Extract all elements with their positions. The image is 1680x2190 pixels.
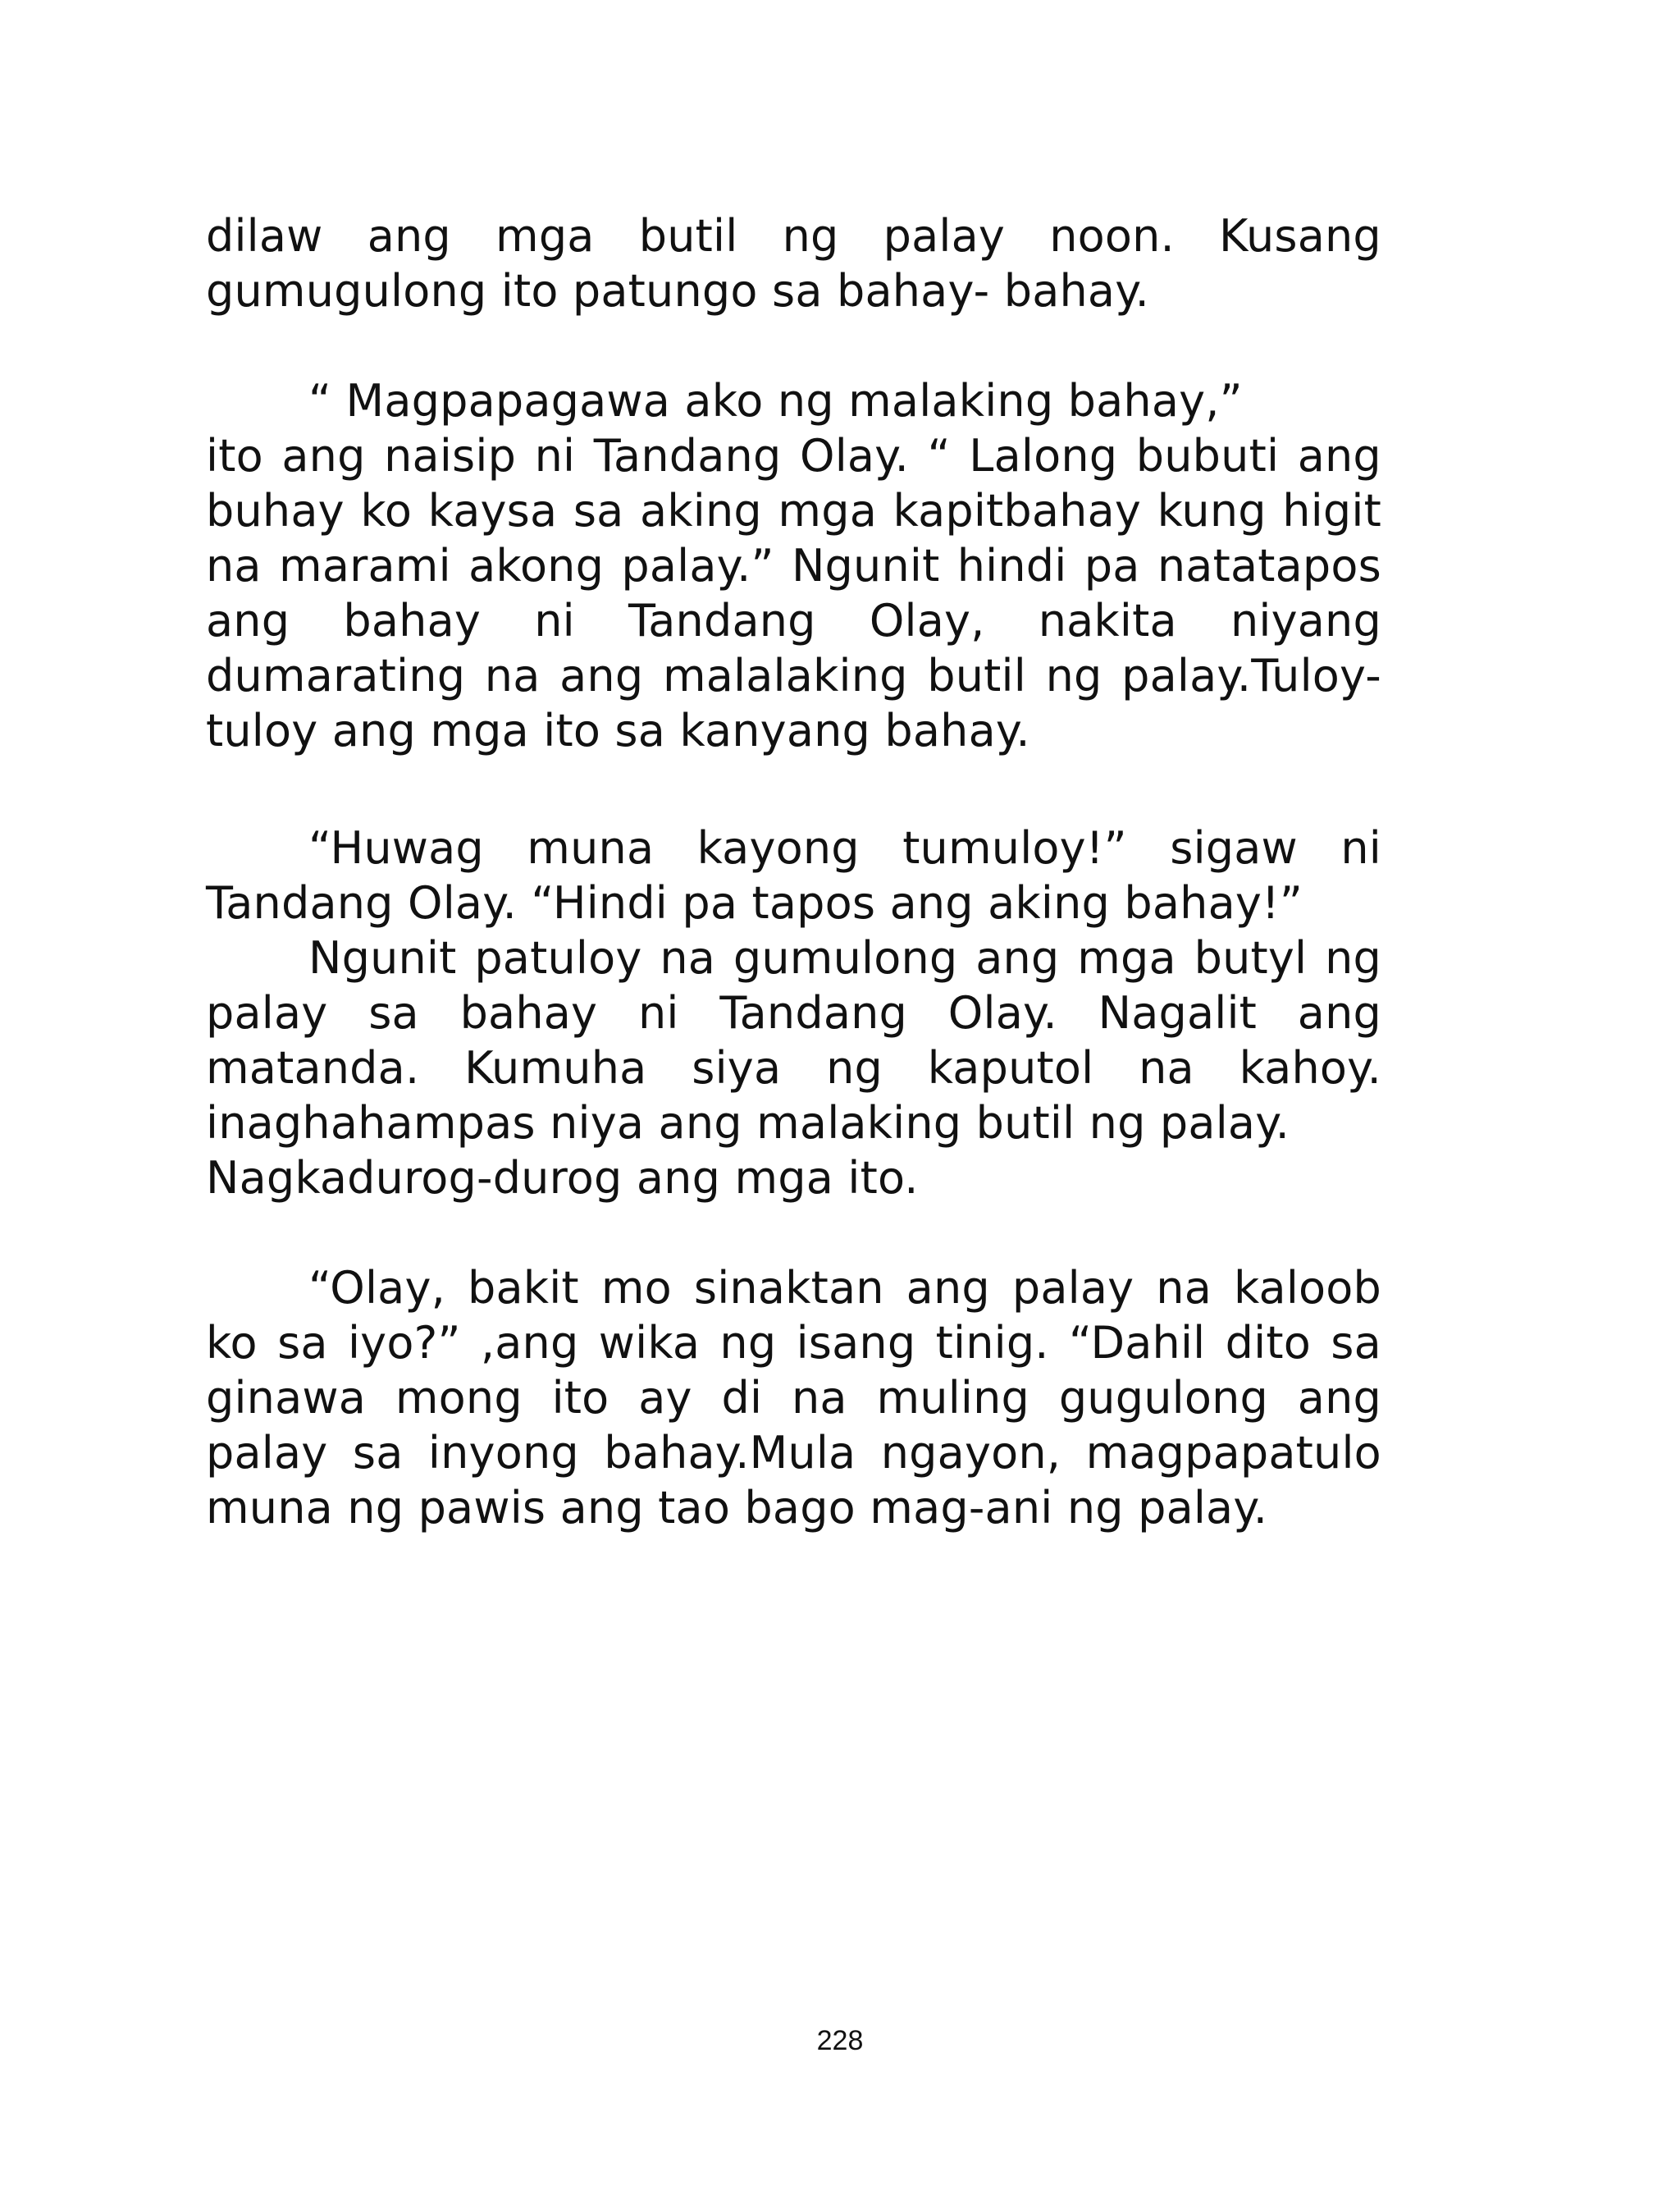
word: kayong (696, 822, 860, 874)
word: sa (368, 987, 419, 1039)
word: patuloy (474, 932, 642, 984)
word: malalaking (662, 650, 908, 702)
word: na (1156, 1262, 1212, 1314)
word: mga (778, 485, 877, 537)
text-line: Nagkadurog-durog ang mga ito. (206, 1152, 919, 1204)
text-line (206, 821, 1381, 876)
word: na (206, 540, 262, 592)
word: Kusang (1219, 210, 1381, 262)
word: kahoy. (1239, 1042, 1381, 1094)
word: sinaktan (693, 1262, 884, 1314)
text-line (206, 930, 1381, 985)
word: ang (206, 595, 290, 647)
word: Ngunit (308, 932, 457, 984)
word: bubuti (1135, 430, 1280, 482)
word: iyo?” (347, 1317, 461, 1369)
word: “ (927, 430, 951, 482)
word: tinig. (935, 1317, 1049, 1369)
word: sa (1331, 1317, 1381, 1369)
word: sa (573, 485, 624, 537)
word: ,ang (480, 1317, 579, 1369)
word: buhay (206, 485, 345, 537)
word: ng (719, 1317, 777, 1369)
word: na (1139, 1042, 1194, 1094)
word: ang (975, 932, 1060, 984)
word: marami (279, 540, 451, 592)
word: akong (468, 540, 605, 592)
word: bahay (459, 987, 598, 1039)
word: di (721, 1372, 763, 1424)
word: kaysa (427, 485, 558, 537)
word: Ngunit (791, 540, 940, 592)
word: Kumuha (464, 1042, 647, 1094)
word: ko (360, 485, 413, 537)
word: ang (1297, 1372, 1381, 1424)
word: palay (883, 210, 1006, 262)
text-line (206, 208, 1381, 263)
text-line (206, 1425, 1381, 1480)
word: sa (352, 1427, 404, 1479)
word: bahay (343, 595, 482, 647)
word: wika (598, 1317, 701, 1369)
word: gugulong (1058, 1372, 1268, 1424)
word: isang (796, 1317, 916, 1369)
word: Olay. (947, 987, 1057, 1039)
word: butil (927, 650, 1026, 702)
text-line: tuloy ang mga ito sa kanyang bahay. (206, 705, 1030, 757)
word: ko (206, 1317, 258, 1369)
word: matanda. (206, 1042, 420, 1094)
word: mong (395, 1372, 523, 1424)
word: kaputol (927, 1042, 1094, 1094)
word: dilaw (206, 210, 323, 262)
word: ngayon, (880, 1427, 1061, 1479)
word: Olay, (869, 595, 985, 647)
word: “Dahil (1068, 1317, 1206, 1369)
word: bahay.Mula (604, 1427, 856, 1479)
word: Tandang (719, 987, 908, 1039)
text-line (206, 593, 1381, 648)
word: ang (906, 1262, 990, 1314)
word: ang (1297, 430, 1381, 482)
word: ni (534, 430, 576, 482)
word: sigaw (1170, 822, 1298, 874)
text-line: muna ng pawis ang tao bago mag-ani ng palay. (206, 1482, 1268, 1534)
word: gumulong (733, 932, 958, 984)
word: na (660, 932, 716, 984)
word: siya (692, 1042, 782, 1094)
word: muna (527, 822, 655, 874)
word: Tandang (628, 595, 816, 647)
text-line (206, 1040, 1381, 1095)
word: dito (1225, 1317, 1311, 1369)
word: palay (206, 987, 328, 1039)
word: muling (876, 1372, 1030, 1424)
text-line (206, 1315, 1381, 1370)
word: butil (638, 210, 738, 262)
word: aking (640, 485, 762, 537)
word: na (484, 650, 541, 702)
word: butyl (1194, 932, 1308, 984)
word: ng (1045, 650, 1102, 702)
word: palay (1011, 1262, 1134, 1314)
word: Nagalit (1098, 987, 1258, 1039)
word: Tandang (593, 430, 782, 482)
word: hindi (956, 540, 1067, 592)
word: “Olay, (308, 1262, 445, 1314)
text-line (206, 538, 1381, 593)
word: palay (206, 1427, 328, 1479)
word: ng (1325, 932, 1381, 984)
word: palay.Tuloy- (1121, 650, 1381, 702)
word: higit (1282, 485, 1381, 537)
word: niyang (1230, 595, 1381, 647)
text-line: Tandang Olay. “Hindi pa tapos ang aking bahay!” (206, 877, 1303, 929)
word: ni (534, 595, 575, 647)
word: kaloob (1234, 1262, 1381, 1314)
word: tumuloy!” (902, 822, 1127, 874)
word: mga (495, 210, 595, 262)
word: ni (1340, 822, 1381, 874)
text-line: inaghahampas niya ang malaking butil ng palay. (206, 1097, 1290, 1149)
word: ginawa (206, 1372, 367, 1424)
word: ang (367, 210, 451, 262)
word: ang (281, 430, 366, 482)
paragraph-1 (206, 208, 1381, 318)
paragraph-3 (206, 821, 1381, 1205)
word: pa (1084, 540, 1140, 592)
word: ito (206, 430, 263, 482)
paragraph-4 (206, 1260, 1381, 1535)
word: “Huwag (308, 822, 484, 874)
paragraph-2 (206, 373, 1381, 758)
word: magpapatulo (1085, 1427, 1381, 1479)
word: palay.” (621, 540, 774, 592)
text-line (206, 985, 1381, 1040)
text-line (206, 483, 1381, 538)
word: ng (826, 1042, 883, 1094)
word: ni (637, 987, 679, 1039)
word: Lalong (969, 430, 1118, 482)
word: mga (1077, 932, 1176, 984)
word: na (791, 1372, 847, 1424)
word: kapitbahay (892, 485, 1142, 537)
text-line: gumugulong ito patungo sa bahay- bahay. (206, 265, 1150, 317)
word: ito (551, 1372, 609, 1424)
word: naisip (384, 430, 517, 482)
word: ng (782, 210, 839, 262)
word: ay (638, 1372, 692, 1424)
word: noon. (1049, 210, 1175, 262)
word: bakit (467, 1262, 579, 1314)
word: natatapos (1157, 540, 1381, 592)
text-line (206, 1260, 1381, 1315)
word: inyong (427, 1427, 579, 1479)
text-line: “ Magpapagawa ako ng malaking bahay,” (308, 375, 1243, 427)
text-line (206, 1370, 1381, 1425)
word: ang (1297, 987, 1381, 1039)
text-line (206, 428, 1381, 483)
word: kung (1157, 485, 1267, 537)
word: sa (277, 1317, 328, 1369)
word: dumarating (206, 650, 466, 702)
page-number: 228 (816, 2025, 864, 2056)
word: nakita (1038, 595, 1177, 647)
word: ang (559, 650, 644, 702)
word: Olay. (799, 430, 910, 482)
word: mo (600, 1262, 672, 1314)
text-line (206, 648, 1381, 703)
